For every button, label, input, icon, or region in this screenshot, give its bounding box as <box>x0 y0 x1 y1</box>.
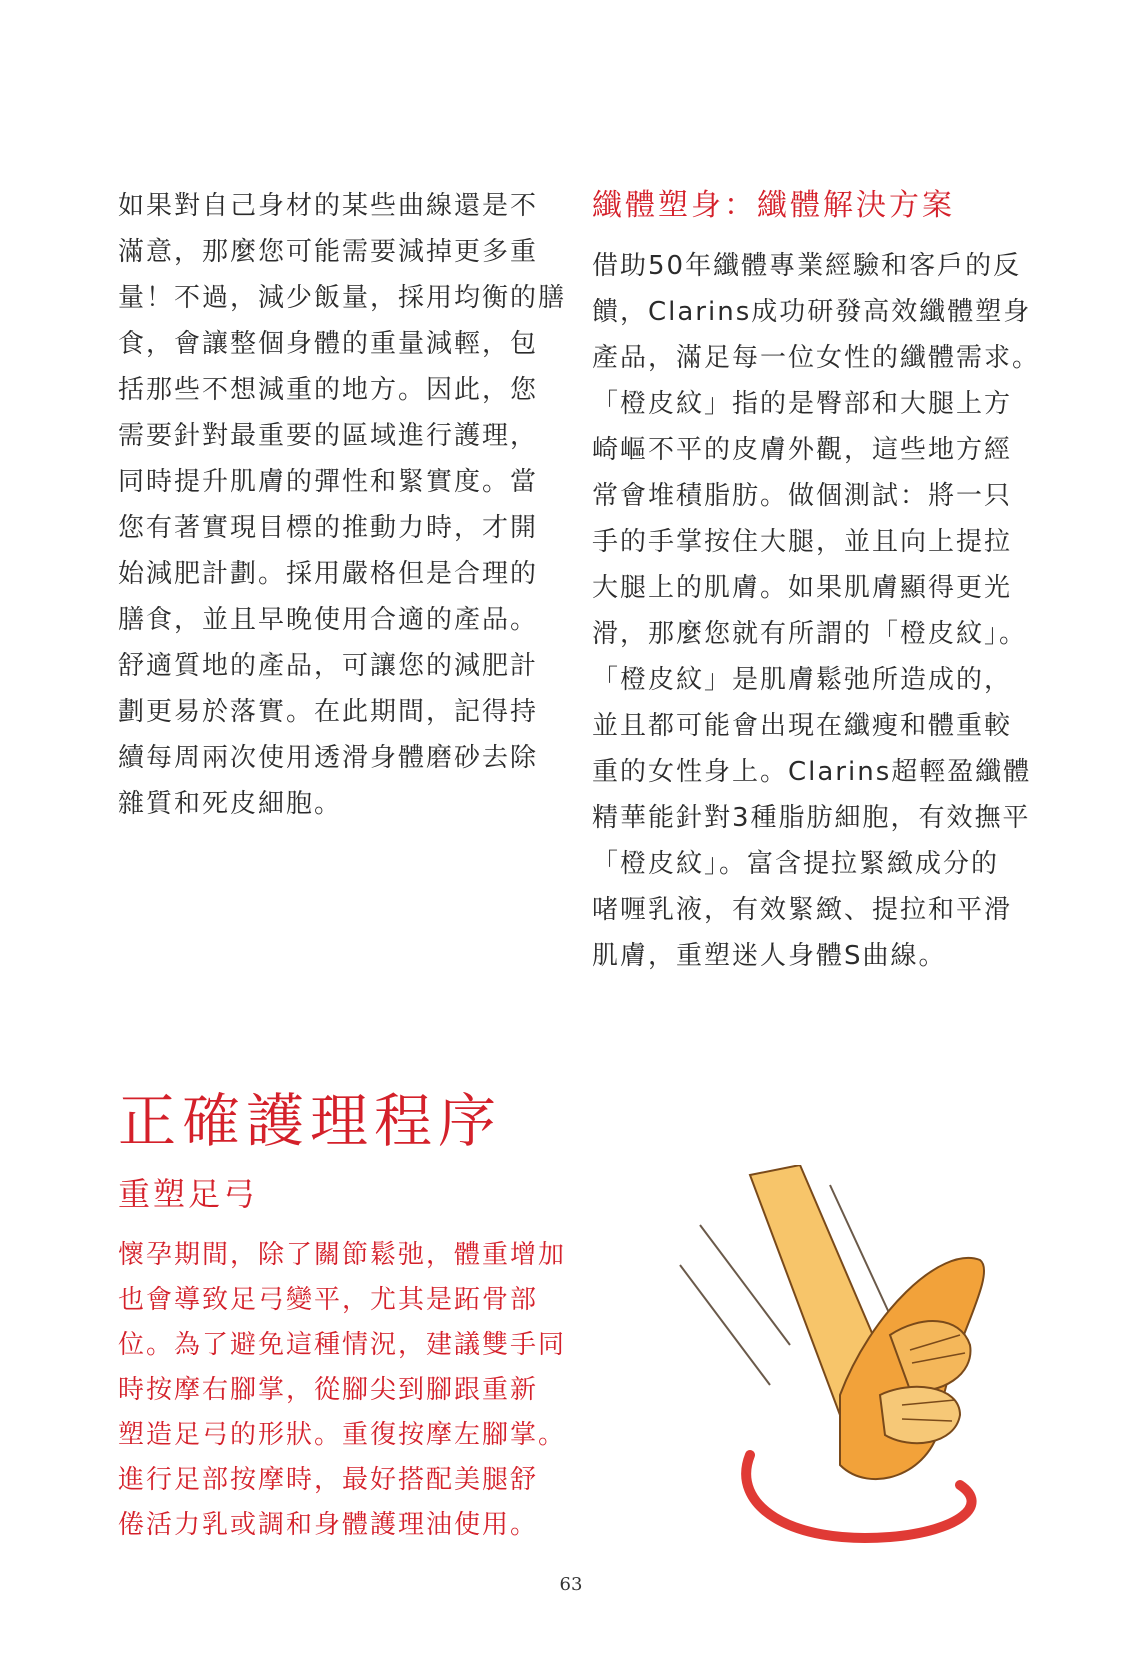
paragraph-line: 「橙皮紋」。富含提拉緊緻成分的 <box>592 849 1000 879</box>
paragraph-line: 精華能針對3種脂肪細胞，有效撫平 <box>592 803 1031 833</box>
paragraph-line: 量！不過，減少飯量，採用均衡的膳 <box>118 283 567 313</box>
paragraph-line: 食，會讓整個身體的重量減輕，包 <box>118 329 539 359</box>
paragraph-line: 大腿上的肌膚。如果肌膚顯得更光 <box>592 573 1013 603</box>
paragraph-line: 饋，Clarins成功研發高效纖體塑身 <box>592 297 1032 327</box>
paragraph-line: 始減肥計劃。採用嚴格但是合理的 <box>118 559 539 589</box>
paragraph-line: 括那些不想減重的地方。因此，您 <box>118 375 539 405</box>
section-title: 正確護理程序 <box>118 1087 503 1155</box>
paragraph-line: 「橙皮紋」是肌膚鬆弛所造成的， <box>592 665 1013 695</box>
paragraph-line: 需要針對最重要的區域進行護理， <box>118 421 539 451</box>
right-column-heading: 纖體塑身：纖體解決方案 <box>592 188 955 223</box>
paragraph-line: 重的女性身上。Clarins超輕盈纖體 <box>592 757 1032 787</box>
left-column-text <box>118 183 567 827</box>
paragraph-line: 也會導致足弓變平，尤其是跖骨部 <box>118 1285 539 1315</box>
paragraph-line: 續每周兩次使用透滑身體磨砂去除 <box>118 743 539 773</box>
page-number: 63 <box>559 1574 583 1595</box>
paragraph-line: 舒適質地的產品，可讓您的減肥計 <box>118 651 539 681</box>
paragraph-line: 啫喱乳液，有效緊緻、提拉和平滑 <box>592 895 1013 925</box>
paragraph-line: 崎嶇不平的皮膚外觀，這些地方經 <box>592 435 1013 465</box>
foot-massage-illustration <box>640 1165 1080 1565</box>
paragraph-line: 時按摩右腳掌，從腳尖到腳跟重新 <box>118 1375 539 1405</box>
paragraph-line: 倦活力乳或調和身體護理油使用。 <box>118 1510 539 1540</box>
paragraph-line: 同時提升肌膚的彈性和緊實度。當 <box>118 467 539 497</box>
paragraph-line: 肌膚，重塑迷人身體S曲線。 <box>592 941 947 971</box>
paragraph-line: 「橙皮紋」指的是臀部和大腿上方 <box>592 389 1013 419</box>
paragraph-line: 滑，那麼您就有所謂的「橙皮紋」。 <box>592 619 1028 649</box>
paragraph-line: 產品，滿足每一位女性的纖體需求。 <box>592 343 1041 373</box>
paragraph-line: 懷孕期間，除了關節鬆弛，體重增加 <box>118 1240 567 1270</box>
paragraph-line: 劃更易於落實。在此期間，記得持 <box>118 697 539 727</box>
paragraph-line: 手的手掌按住大腿，並且向上提拉 <box>592 527 1013 557</box>
right-column-text <box>592 183 1041 979</box>
paragraph-line: 進行足部按摩時，最好搭配美腿舒 <box>118 1465 539 1495</box>
paragraph-line: 您有著實現目標的推動力時，才開 <box>118 513 539 543</box>
paragraph-line: 借助50年纖體專業經驗和客戶的反 <box>592 251 1022 281</box>
hand-shape <box>880 1387 960 1443</box>
paragraph-line: 位。為了避免這種情況，建議雙手同 <box>118 1330 567 1360</box>
foot-massage-text <box>118 1233 578 1548</box>
paragraph-line: 滿意，那麼您可能需要減掉更多重 <box>118 237 539 267</box>
paragraph-line: 並且都可能會出現在纖瘦和體重較 <box>592 711 1013 741</box>
paragraph-line: 膳食，並且早晚使用合適的產品。 <box>118 605 539 635</box>
paragraph-line: 雜質和死皮細胞。 <box>118 789 343 819</box>
paragraph-line: 如果對自己身材的某些曲線還是不 <box>118 191 539 221</box>
paragraph-line: 塑造足弓的形狀。重復按摩左腳掌。 <box>118 1420 567 1450</box>
section-subtitle: 重塑足弓 <box>118 1175 259 1213</box>
paragraph-line: 常會堆積脂肪。做個測試：將一只 <box>592 481 1013 511</box>
